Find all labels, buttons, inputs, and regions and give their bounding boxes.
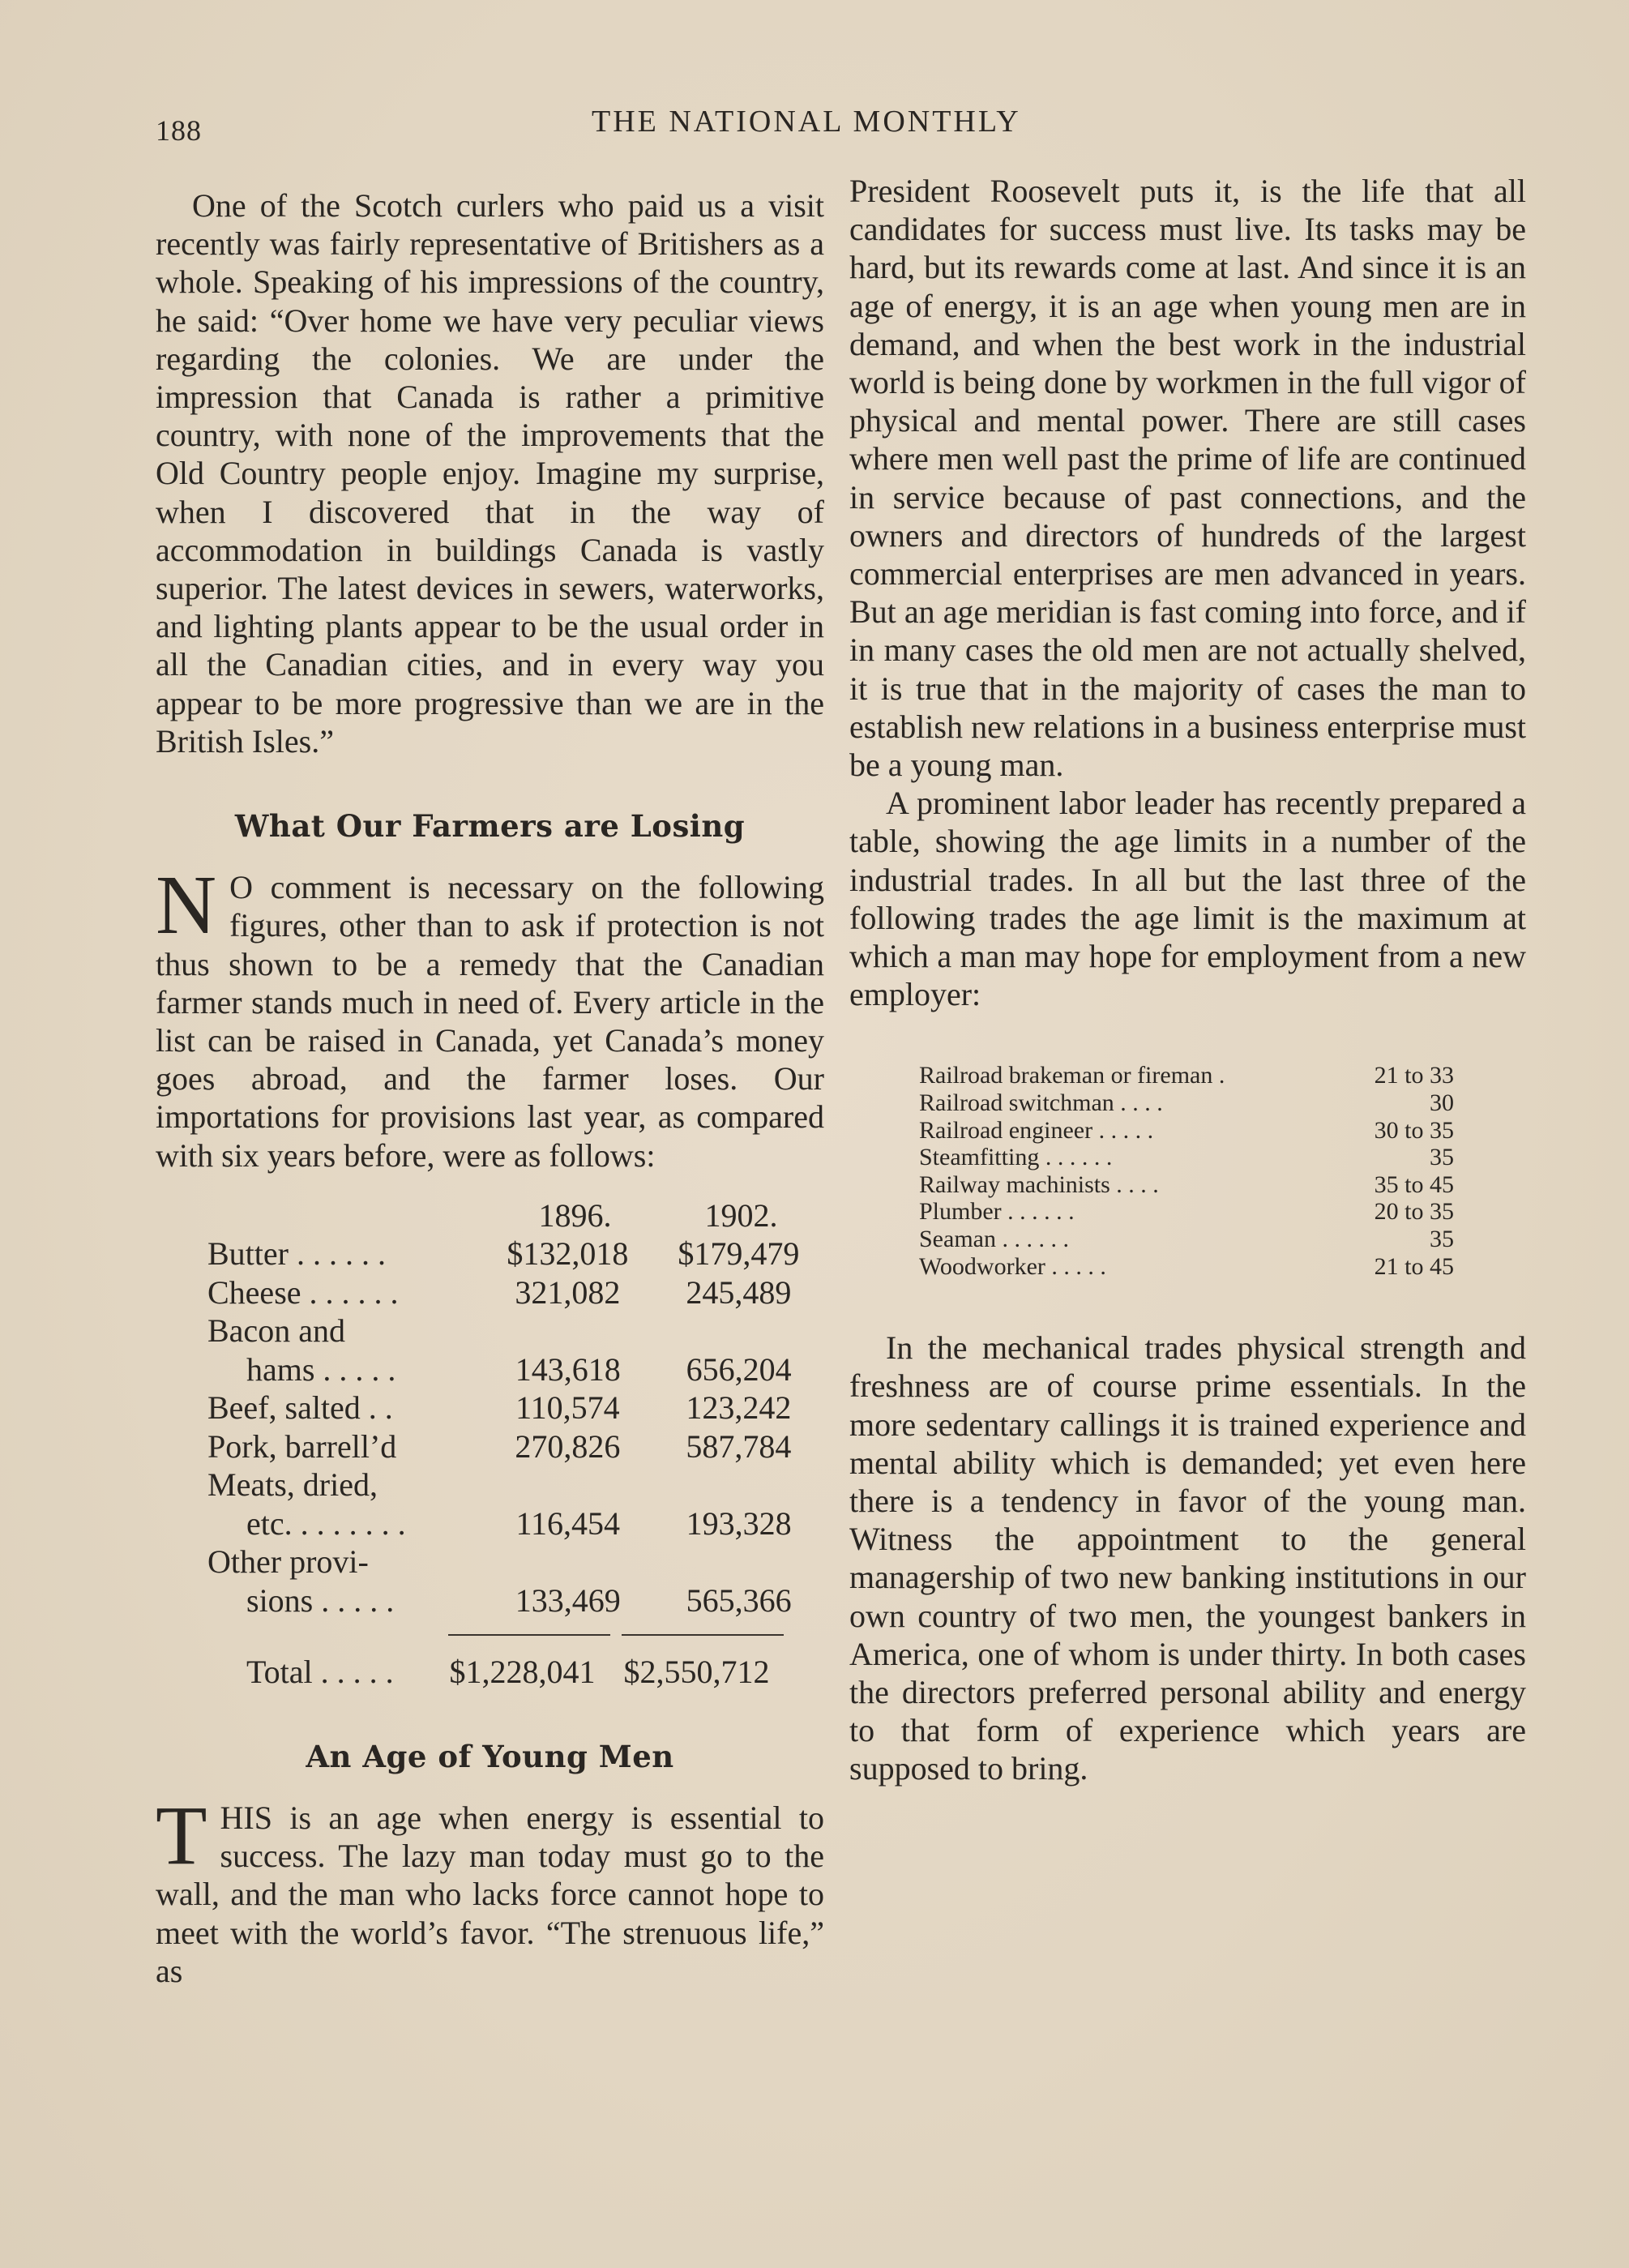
- age-limit: 35: [1430, 1226, 1454, 1253]
- table-row: [156, 1350, 824, 1389]
- table-row: [156, 1273, 824, 1312]
- value-1896: 270,826: [515, 1427, 621, 1465]
- item-name-cont: etc. . . . . . . .: [246, 1504, 406, 1542]
- table-row: [919, 1089, 1526, 1117]
- left-column: [156, 186, 824, 1990]
- rule-1902: [622, 1634, 784, 1650]
- page-number: 188: [156, 114, 202, 147]
- heading-young-men: An Age of Young Men: [306, 1738, 674, 1774]
- value-1896: 143,618: [515, 1350, 621, 1388]
- table-row: [919, 1144, 1526, 1171]
- heading-farmers: What Our Farmers are Losing: [234, 808, 746, 845]
- table-row: [156, 1389, 824, 1427]
- item-name: Bacon and: [207, 1312, 345, 1350]
- value-1896: $132,018: [507, 1235, 629, 1273]
- trade-name: Woodworker: [919, 1252, 1045, 1280]
- item-name: Meats, dried,: [207, 1466, 378, 1504]
- table-row: [156, 1543, 824, 1581]
- right-column: [849, 172, 1526, 1788]
- leader-dots: . . . .: [1114, 1089, 1163, 1117]
- year-1896: 1896.: [538, 1196, 612, 1234]
- leader-dots: . . . . .: [1045, 1252, 1106, 1280]
- item-name-cont: hams . . . . .: [246, 1350, 396, 1388]
- table-row: [156, 1581, 824, 1620]
- age-limit: 21 to 45: [1374, 1252, 1454, 1280]
- value-1902: 245,489: [686, 1273, 792, 1311]
- age-limit: 21 to 33: [1374, 1062, 1454, 1089]
- total-row: [156, 1650, 824, 1691]
- table-row: [156, 1427, 824, 1466]
- table-row: [156, 1235, 824, 1273]
- value-1902: 565,366: [686, 1581, 792, 1619]
- total-1902: $2,550,712: [623, 1653, 770, 1690]
- farmers-paragraph-text: O comment is necessary on the following figures, other than to ask if protection is not thus shown to be a remedy that the Canadian farmer stands much in need of. Every article in the list can be raised in Canada, yet Canada’s money goes abroad, and the farmer loses. Our importations for provisions last year, as compared with six years before, were as follows:: [156, 869, 824, 1174]
- value-1896: 116,454: [515, 1504, 620, 1542]
- young-men-paragraph-text: HIS is an age when energy is essential to success. The lazy man today must go to the wall, and the man who lacks force cannot hope to meet with the world’s favor. “The strenuous life,” as: [156, 1799, 824, 1989]
- value-1902: 587,784: [686, 1427, 792, 1465]
- drop-cap-t: T: [156, 1799, 207, 1883]
- trade-name: Seaman: [919, 1226, 996, 1253]
- value-1896: 133,469: [515, 1581, 621, 1619]
- item-name: Butter . . . . . .: [207, 1235, 386, 1273]
- item-name-cont: sions . . . . .: [246, 1581, 395, 1619]
- table-row: [919, 1226, 1526, 1253]
- total-1896: $1,228,041: [449, 1653, 596, 1690]
- trade-name: Railroad brakeman or fireman: [919, 1062, 1213, 1089]
- roosevelt-paragraph: President Roosevelt puts it, is the life that all candidates for success must live. Its tasks may be hard, but its rewards come at last. And since it is an age of energy, it is an age when young men are in demand, and when the best work in the industrial world is being done by workmen in the full vigor of physical and mental power. There are still cases where men well past the prime of life are continued in service because of past connections, and the owners and directors of hundreds of the largest commercial enterprises are men advanced in years. But an age meridian is fast coming into force, and if in many cases the old men are not actually shelved, it is true that in the majority of cases the man to establish new relations in a business enterprise must be a young man.: [849, 173, 1526, 784]
- table-row: [156, 1312, 824, 1350]
- table-row: [919, 1253, 1526, 1281]
- trade-name: Steamfitting: [919, 1144, 1040, 1171]
- total-rule: [156, 1634, 824, 1650]
- running-head: THE NATIONAL MONTHLY: [592, 105, 1021, 139]
- mechanical-trades-paragraph: In the mechanical trades physical strength and freshness are of course prime essentials. In the more sedentary callings it is trained experience and mental ability which is demanded; yet even here there is a tendency in favor of the young man. Witness the appointment to the general managership of two new banking institutions in our own country of two men, the youngest bankers in America, one of whom is under thirty. In both cases the directors preferred personal ability and energy to that form of experience which years are supposed to bring.: [849, 1329, 1526, 1787]
- table-row: [919, 1117, 1526, 1145]
- value-1902: $179,479: [678, 1235, 800, 1273]
- trade-name: Railroad engineer: [919, 1116, 1093, 1144]
- table-row: [919, 1062, 1526, 1089]
- leader-dots: . . . . .: [1092, 1116, 1154, 1144]
- item-name: Pork, barrell’d: [207, 1427, 397, 1465]
- farmers-paragraph: [156, 868, 824, 1175]
- young-men-paragraph: [156, 1799, 824, 1990]
- trade-name: Railway machinists: [919, 1170, 1110, 1198]
- value-1896: 321,082: [515, 1273, 621, 1311]
- rule-1896: [448, 1634, 610, 1650]
- leader-dots: . . . . . .: [995, 1226, 1069, 1253]
- item-name: Other provi-: [207, 1543, 369, 1581]
- item-name: Cheese . . . . . .: [207, 1273, 399, 1311]
- value-1902: 656,204: [686, 1350, 792, 1388]
- value-1896: 110,574: [515, 1389, 620, 1427]
- age-limit: 35: [1430, 1144, 1454, 1171]
- leader-dots: . . . . . .: [1001, 1198, 1075, 1226]
- trade-name: Railroad switchman: [919, 1089, 1114, 1117]
- curler-paragraph: One of the Scotch curlers who paid us a visit recently was fairly representative of Britishers as a whole. Speaking of his impressions of the country, he said: “Over home we have very peculiar views regarding the colonies. We are under the impression that Canada is rather a primitive country, with none of the improvements that the Old Country people enjoy. Imagine my surprise, when I discovered that in the way of accommodation in buildings Canada is vastly superior. The latest devices in sewers, waterworks, and lighting plants appear to be the usual order in all the Canadian cities, and in every way you appear to be more progressive than we are in the British Isles.”: [156, 187, 824, 760]
- labor-leader-paragraph: A prominent labor leader has recently prepared a table, showing the age limits in a number of the industrial trades. In all but the last three of the following trades the age limit is the maximum at which a man may hope for employment from a new employer:: [849, 785, 1526, 1013]
- age-limits-table: [919, 1062, 1526, 1280]
- leader-dots: .: [1212, 1062, 1225, 1089]
- item-name: Beef, salted . .: [207, 1389, 393, 1427]
- age-limit: 30 to 35: [1374, 1116, 1454, 1144]
- table-row: [919, 1198, 1526, 1226]
- value-1902: 123,242: [686, 1389, 792, 1427]
- drop-cap-n: N: [156, 868, 217, 952]
- table-row: [156, 1504, 824, 1543]
- total-label: Total . . . . .: [246, 1653, 394, 1690]
- provisions-table-header: [156, 1186, 824, 1235]
- age-limit: 30: [1430, 1089, 1454, 1117]
- year-1902: 1902.: [704, 1196, 778, 1234]
- table-row: [156, 1466, 824, 1504]
- age-limit: 35 to 45: [1374, 1170, 1454, 1198]
- leader-dots: . . . . . .: [1039, 1144, 1113, 1171]
- trade-name: Plumber: [919, 1198, 1002, 1226]
- age-limit: 20 to 35: [1374, 1198, 1454, 1226]
- provisions-table: [156, 1186, 824, 1691]
- value-1902: 193,328: [686, 1504, 792, 1542]
- leader-dots: . . . .: [1110, 1170, 1159, 1198]
- table-row: [919, 1171, 1526, 1199]
